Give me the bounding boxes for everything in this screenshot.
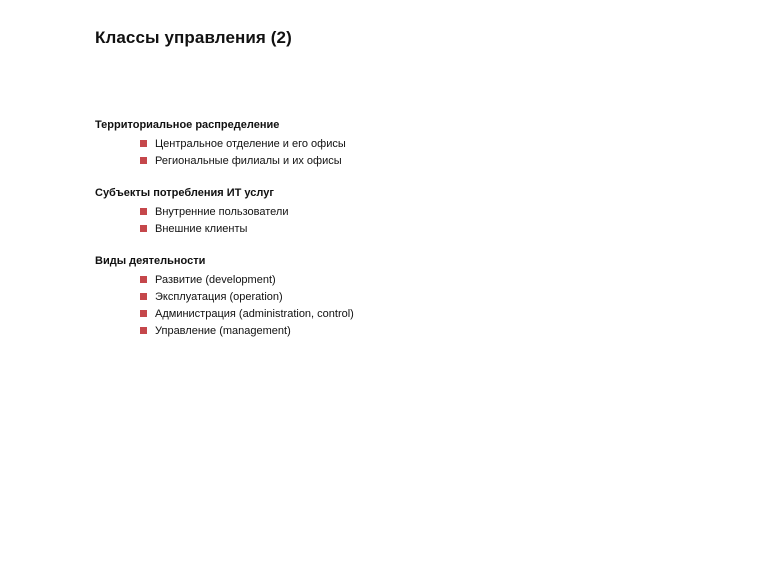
page-title: Классы управления (2) <box>95 28 292 47</box>
list-item-label: Администрация (administration, control) <box>155 307 354 320</box>
list-item-label: Центральное отделение и его офисы <box>155 137 346 150</box>
list-item-label: Развитие (development) <box>155 273 276 286</box>
square-bullet-icon <box>140 225 147 232</box>
square-bullet-icon <box>140 157 147 164</box>
list-item <box>95 220 615 237</box>
list-item <box>95 305 615 322</box>
slide-content <box>95 118 615 356</box>
section-heading: Субъекты потребления ИТ услуг <box>95 187 274 199</box>
square-bullet-icon <box>140 208 147 215</box>
square-bullet-icon <box>140 293 147 300</box>
bullet-list <box>95 271 615 339</box>
list-item <box>95 271 615 288</box>
bullet-list <box>95 135 615 169</box>
list-item <box>95 288 615 305</box>
section-consumers <box>95 186 615 237</box>
list-item-label: Управление (management) <box>155 324 291 337</box>
section-heading: Территориальное распределение <box>95 119 280 131</box>
square-bullet-icon <box>140 276 147 283</box>
list-item <box>95 135 615 152</box>
square-bullet-icon <box>140 140 147 147</box>
square-bullet-icon <box>140 310 147 317</box>
square-bullet-icon <box>140 327 147 334</box>
bullet-list <box>95 203 615 237</box>
section-activities <box>95 254 615 339</box>
list-item-label: Эксплуатация (operation) <box>155 290 283 303</box>
section-heading: Виды деятельности <box>95 255 206 267</box>
list-item <box>95 322 615 339</box>
list-item <box>95 203 615 220</box>
list-item-label: Региональные филиалы и их офисы <box>155 154 342 167</box>
list-item-label: Внутренние пользователи <box>155 205 289 218</box>
list-item <box>95 152 615 169</box>
list-item-label: Внешние клиенты <box>155 222 248 235</box>
section-territorial <box>95 118 615 169</box>
